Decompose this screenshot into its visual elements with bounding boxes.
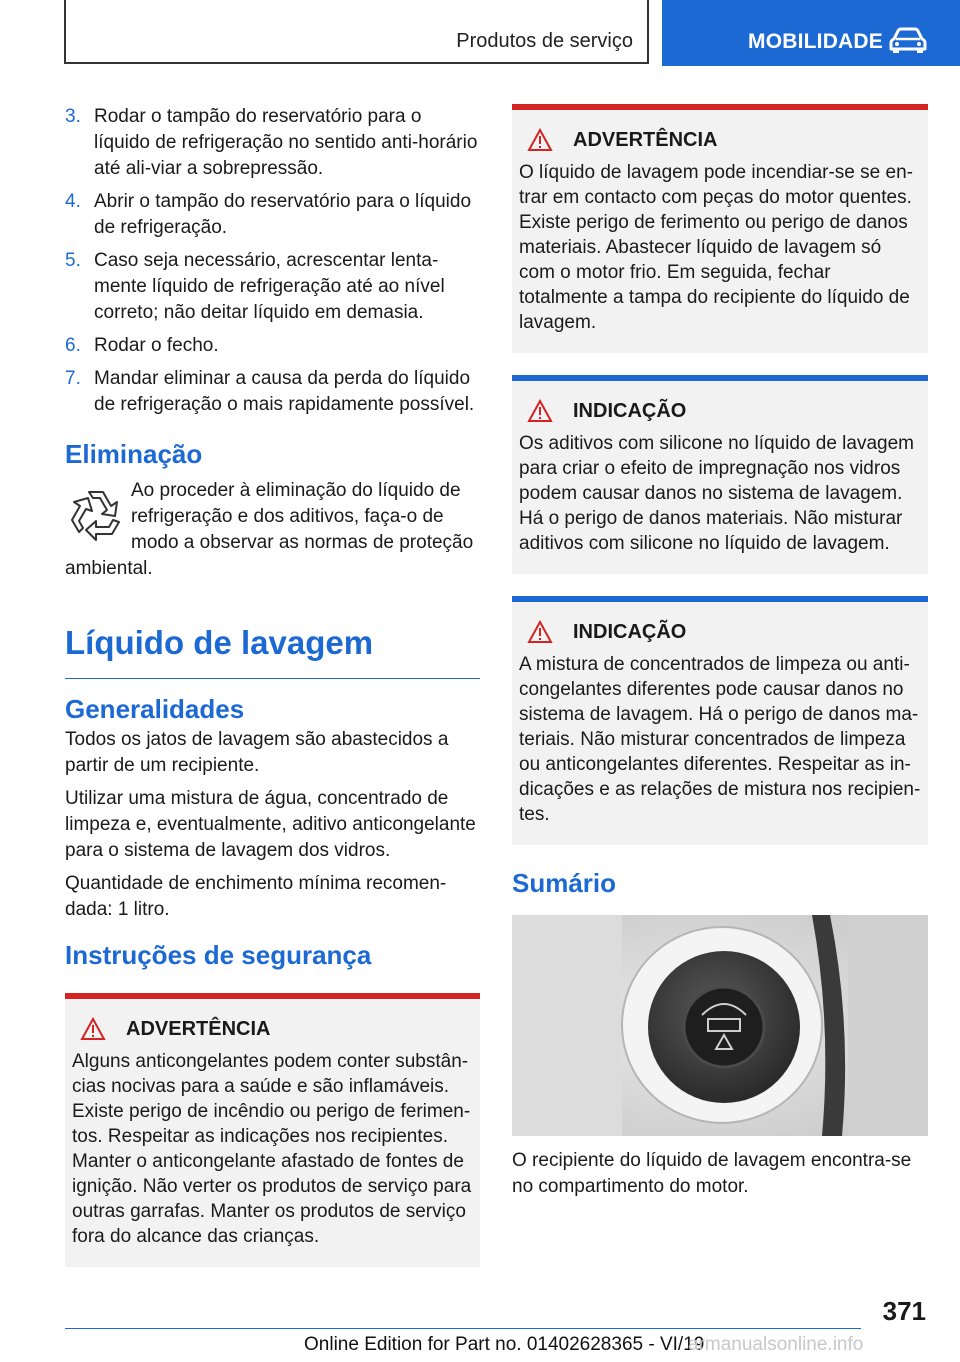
step-number: 6. [65,335,81,356]
list-item [65,366,480,418]
watermark: armanualsonline.info [688,1334,864,1355]
warning-box-title: ADVERTÊNCIA [573,128,718,151]
step-text: Abrir o tampão do reservatório para o líquido de refrigeração. [94,191,472,238]
warning-box-title: ADVERTÊNCIA [126,1017,271,1040]
general-heading: Generalidades [65,694,245,724]
footer-rule [65,1328,861,1329]
warning-icon [527,399,553,423]
notice-box-title: INDICAÇÃO [573,620,687,643]
mobility-tab-label: MOBILIDADE [748,30,883,53]
step-number: 4. [65,191,81,212]
warning-icon [527,128,553,152]
washer-reservoir-photo [512,915,928,1136]
warning-box-text: Alguns anticongelantes podem conter substân-cias nocivas para a saúde e são inflamáveis. Existe perigo de incêndio ou perigo de ferimen-tos. Respeitar as indicações nos recipientes. Manter o anticongelante afastado de fontes de ignição. Não verter os produtos de serviço para outras garrafas. Manter os produtos de serviço fora do alcance das crianças. [72,1051,472,1247]
list-item [65,333,480,359]
notice-box-title: INDICAÇÃO [573,399,687,422]
disposal-heading: Eliminação [65,439,203,469]
right-column [512,104,928,1207]
warning-box-header [519,126,921,154]
section-title: Produtos de serviço [456,30,633,52]
step-text: Mandar eliminar a causa da perda do líquido de refrigeração o mais rapidamente possível. [94,368,475,415]
mobility-tab[interactable] [662,0,960,66]
notice-box-header [519,397,921,425]
left-column [65,104,480,1289]
list-item [65,248,480,326]
main-heading: Líquido de lavagem [65,622,480,679]
step-text: Caso seja necessário, acrescentar lenta-mente líquido de refrigeração até ao nível correto; não deitar líquido em demasia. [94,250,445,323]
section-header-box [64,0,649,64]
photo-caption: O recipiente do líquido de lavagem encontra-se no compartimento do motor. [512,1150,912,1197]
step-text: Rodar o fecho. [94,335,219,356]
notice-box [512,375,928,574]
warning-box-text: O líquido de lavagem pode incendiar-se se en-trar em contacto com peças do motor quentes. Existe perigo de ferimento ou perigo de danos materiais. Abastecer líquido de lavagem só com o motor frio. Em seguida, fechar totalmente a tampa do recipiente do líquido de lavagem. [519,162,913,333]
notice-box-text: Os aditivos com silicone no líquido de lavagem para criar o efeito de impregnação nos vidros podem causar danos no sistema de lavagem. Há o perigo de danos materiais. Não misturar aditivos com silicone no líquido de lavagem. [519,433,914,554]
step-number: 5. [65,250,81,271]
step-number: 7. [65,368,81,389]
safety-heading: Instruções de segurança [65,940,372,970]
general-paragraph: Utilizar uma mistura de água, concentrado de limpeza e, eventualmente, aditivo anticongelante para o sistema de lavagem dos vidros. [65,788,476,861]
recycle-icon [65,484,127,546]
general-paragraph: Todos os jatos de lavagem são abastecidos a partir de um recipiente. [65,729,449,776]
step-text: Rodar o tampão do reservatório para o líquido de refrigeração no sentido anti-horário até ali-viar a sobrepressão. [94,106,478,179]
edition-text: Online Edition for Part no. 01402628365 - VI/19 [304,1334,705,1355]
disposal-text: Ao proceder à eliminação do líquido de refrigeração e dos aditivos, faça-o de modo a observar as normas de proteção ambiental. [65,480,474,579]
notice-box-header [519,618,921,646]
summary-heading: Sumário [512,868,617,898]
warning-box [65,993,480,1267]
car-icon [888,27,928,53]
disposal-note [65,478,480,582]
list-item [65,189,480,241]
page-header [0,0,960,66]
steps-list [65,104,480,418]
notice-box-text: A mistura de concentrados de limpeza ou anti-congelantes diferentes pode causar danos no sistema de lavagem. Há o perigo de danos ma-teriais. Não misturar concentrados de limpeza ou anticongelantes diferentes. Respeitar as in-dicações e as relações de mistura nos recipien-tes. [519,654,921,825]
list-item [65,104,480,182]
page-number: 371 [882,1296,926,1326]
general-paragraph: Quantidade de enchimento mínima recomen-dada: 1 litro. [65,873,447,920]
step-number: 3. [65,106,81,127]
warning-icon [527,620,553,644]
warning-box-header [72,1015,473,1043]
warning-box [512,104,928,353]
warning-icon [80,1017,106,1041]
notice-box [512,596,928,845]
